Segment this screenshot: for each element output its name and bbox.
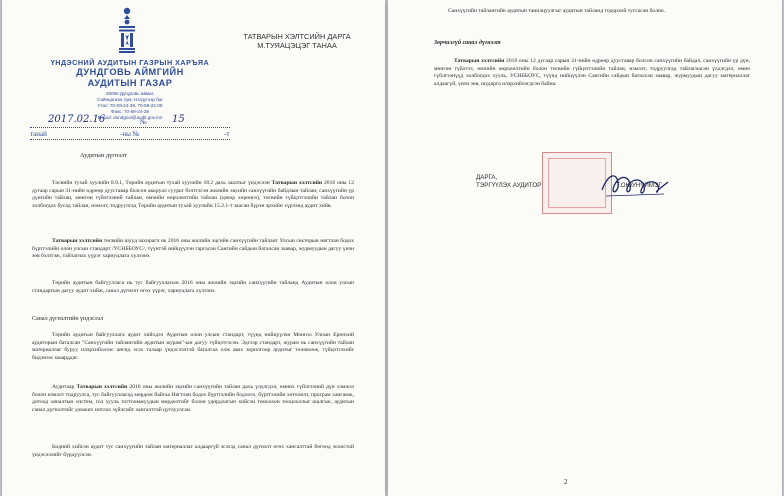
para-bold-entity: Татварын хэлтсийн xyxy=(76,384,128,390)
heading-opinion-basis: Санал дүгнэлтийн үндэслэл xyxy=(32,316,104,322)
ref-to-label: -т xyxy=(224,130,230,138)
paragraph-scope xyxy=(32,180,354,210)
org-line-2: ДУНДГОВЬ АЙМГИЙН xyxy=(76,67,184,77)
left-page xyxy=(2,0,385,496)
para-bold-entity: Татварын хэлтсийн xyxy=(52,238,103,244)
handwritten-signature xyxy=(598,168,672,204)
para-text: Төсвийн тухай хуулийн 8.9.1, Төрийн аудитын тухай хуулийн 18.2 дахь заалтыг үндэслэн xyxy=(52,180,272,186)
para-bold-entity: Татварын хэлтсийн xyxy=(454,58,505,64)
ref-your-label: танай xyxy=(30,130,47,138)
address-line: 48090 Дундговь аймаг, xyxy=(105,91,155,96)
org-line-3: АУДИТЫН ГАЗАР xyxy=(87,78,173,88)
reg-line-date xyxy=(30,114,230,128)
recipient-title: ТАТВАРЫН ХЭЛТСИЙН ДАРГА xyxy=(243,32,351,41)
paragraph-auditor-duty xyxy=(32,280,354,295)
signatory-name: Т.ОЮУНЧИМЭГ xyxy=(616,182,662,189)
signatory-position: ТЭРГҮҮЛЭХ АУДИТОР xyxy=(476,182,542,189)
recipient-block xyxy=(217,32,377,50)
para-text: Аудитаар xyxy=(52,384,77,390)
mongolia-emblem-icon xyxy=(114,6,140,54)
para-text: 2016 оны 12 дугаар сарын 31-нийн өдрөөр дуусгавар болсон аккруал суурьт бэлтгэсэн жилийн эцсийн санхүүгийн байдлын тайлан, санхүүгийн үр дүнгийн тайлан, мөнгөн гүйлгээний тайлан, өмчийн өөрчлөлтийн тайлан (цэвэр хөрөнгө), төсвийн гүйцэтгэлийн тайлан болон холбогдох бусад тайлан, нэмэлт, тодруулгад Төрийн аудитын тухай хуулийн 15.2.1-т заасан бүрэн эрхийн хүрээнд аудит хийв. xyxy=(32,180,354,209)
para-text: төсвийн шууд захирагч нь 2016 оны жилийн эцсийн санхүүгийн тайланг Улсын секторын нягтлан бодох бүртгэлийн олон улсын стандарт /УСНББОУС/, түүнтэй нийцүүлэн гаргасан Сангийн сайдын баталсан заавар, журмуудын дагуу үнэн зөв бэлтгэж, тайлагнах үүрэг хариуцлага хүлээнэ. xyxy=(32,238,354,259)
para-text: 2016 оны 12 дугаар сарын 31-нийн өдрөөр дуусгавар болсон санхүүгийн байдал, санхүүгийн үр дүн, мөнгөн гүйлгээ, өмчийн өөрчлөлтийн болон төсвийн гүйцэтгэлийн тайлан, нэмэлт, тодруулгад тайлагнасан үлдэгдэл, өмнө гүйлгээнүүд холбогдох хууль, УСНББОУС, түүнд нийцүүлэн Сангийн сайдын баталсан заавар, журмуудын дагуу материаллаг алдаагүй, үнэн зөв, шударга илэрхийлэгдсэн байна. xyxy=(434,58,750,87)
heading-unqualified-opinion: Зөрчилгүй санал дүгнэлт xyxy=(434,40,501,46)
right-page xyxy=(388,0,782,496)
page-number: 2 xyxy=(564,478,568,486)
para-text: Төрийн аудитын байгууллага нь тус байгууллагын 2016 оны жилийн эцсийн санхүүгийн тайланд Аудитын олон улсын стандартын дагуу аудит хийж, санал дүгнэлт өгөх үүрэг, хариуцлага хүлээнэ. xyxy=(32,280,354,294)
recipient-name: М.ТУЯАЦЭЦЭГ ТАНАА xyxy=(257,41,337,50)
paragraph-opinion xyxy=(434,58,750,88)
para-text: Санхүүгийн тайлангийн аудитын танилцуулгыг аудитын тайланд тодорхой тусгасан болно. xyxy=(448,8,666,14)
para-bold-entity: Татварын хэлтсийн xyxy=(271,180,323,186)
address-line: E-mail: dundgovi@audit.gov.mn xyxy=(97,115,163,120)
paragraph-responsibility xyxy=(32,238,354,261)
paragraph-procedures xyxy=(32,384,354,414)
paragraph-standards xyxy=(32,332,354,362)
address-line: Факс: 70-59-24-39 xyxy=(111,109,149,114)
para-text: Бидний хийсэн аудит тус санхүүгийн тайлан материаллаг алдааргүй эсэхэд санал дүгнэлт өгөх хангалттай бөгөөд зохистой үндэслэлийг бүрдүүлсэн. xyxy=(32,444,354,458)
number-prefix: № xyxy=(140,118,147,126)
org-line-1: ҮНДЭСНИЙ АУДИТЫН ГАЗРЫН ХАРЪЯА xyxy=(50,58,210,67)
address-line: Утас: 70-59-24-39, 70-59-22-08 xyxy=(97,103,163,108)
paragraph-sufficiency xyxy=(32,444,354,459)
handwritten-number: 15 xyxy=(172,114,185,125)
signatory-title: ДАРГА, xyxy=(476,174,498,181)
address-line: Сайнцагаан сум, Нэгдүгээр баг xyxy=(96,97,164,102)
para-text: 2016 оны жилийн эцсийн санхүүгийн тайлан дахь үлдэгдэл, өмнөх гүйлгээний дүн хэмжээ болон нэмэлт тодруулга, тус байгууллагад мөрдөж байгаа Нягтлан бодох бүртгэлийн бодлого, бүртгэлийн хөтөлөлт, програм хангамж, дотоод хяналтын систем, гол хууль тогтоомжуудын мөрдөлтийг болон удирдлагын хийсэн томоохон тооцооллыг шалгаж, аудитын санал дүгнэлтийг дэмжих нотлох зүйлсийг хангалттай цуглуулсан. xyxy=(32,384,354,413)
para-text: Төрийн аудитын байгууллага аудит хийхдээ Аудитын олон улсын стандарт, түүнд нийцүүлэн Монгол Улсын Ерөнхий аудиторын баталсан "Санхүүгийн тайлангийн аудитын журам"-ын дагуу гүйцэтгэсэн. Эдгээр стандарт, журам нь санхүүгийн тайлан материаллаг буруу илэрхийллээс ангид эсэх талаар үндэслэлтэй баталгаа олж авах зорилгоор аудитыг төлөвлөж, гүйцэтгэхийг бидэнээс шаарддаг. xyxy=(32,332,354,361)
paragraph-summary-note xyxy=(428,8,750,16)
handwritten-date: 2017.02.16 xyxy=(48,114,106,125)
reg-line-reference xyxy=(30,130,230,140)
letter-subject: Аудитын дүгнэлт xyxy=(80,152,127,159)
ref-number-label: -ны № xyxy=(120,130,140,138)
